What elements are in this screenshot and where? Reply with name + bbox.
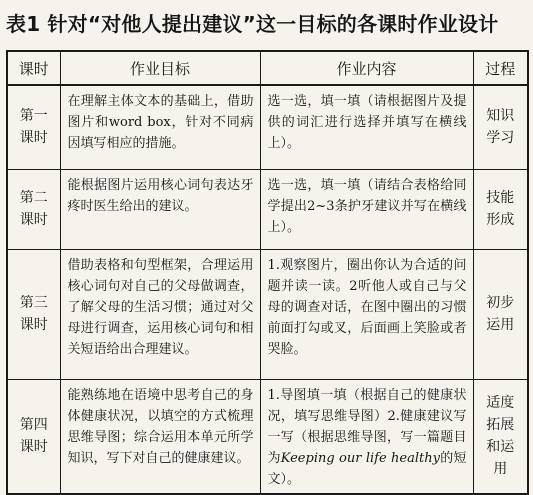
header-process: 过程 bbox=[473, 51, 528, 85]
lesson-cell bbox=[7, 85, 60, 169]
process-line: 和运 bbox=[486, 439, 515, 455]
table-title: 表1 针对“对他人提出建议”这一目标的各课时作业设计 bbox=[6, 12, 499, 36]
table-row bbox=[7, 169, 528, 249]
table-row bbox=[7, 249, 528, 379]
process-cell bbox=[473, 379, 528, 494]
goal-cell: 借助表格和句型框架，合理运用核心词句对自己的父母做调查，了解父母的生活习惯；通过对父母进行调查，运用核心词句和相关短语给出合理建议。 bbox=[60, 249, 260, 379]
header-lesson: 课时 bbox=[7, 51, 60, 85]
process-line: 拓展 bbox=[486, 417, 515, 433]
lesson-line: 课时 bbox=[19, 439, 48, 455]
lesson-line: 第一 bbox=[19, 108, 48, 125]
content-cell: 1.观察图片，圈出你认为合适的问题并读一读。2听他人或自己与父母的调查对话，在图中圈出的习惯前面打勾或叉，后面画上笑脸或者哭脸。 bbox=[260, 249, 473, 379]
goal-cell: 能根据图片运用核心词句表达牙疼时医生给出的建议。 bbox=[60, 169, 260, 249]
lesson-line: 课时 bbox=[19, 317, 48, 333]
table-row bbox=[7, 379, 528, 494]
process-line: 学习 bbox=[486, 130, 515, 147]
process-line: 形成 bbox=[486, 212, 515, 228]
header-content: 作业内容 bbox=[260, 51, 473, 85]
content-cell: 选一选，填一填（请根据图片及提供的词汇进行选择并填写在横线上）。 bbox=[260, 85, 473, 169]
process-line: 运用 bbox=[486, 317, 515, 333]
lesson-line: 第三 bbox=[19, 295, 48, 311]
lesson-line: 第四 bbox=[19, 417, 48, 433]
header-goal: 作业目标 bbox=[60, 51, 260, 85]
process-cell bbox=[473, 249, 528, 379]
process-line: 初步 bbox=[486, 295, 515, 311]
content-cell: 选一选，填一填（请结合表格给同学提出2~3条护牙建议并写在横线上）。 bbox=[260, 169, 473, 249]
process-line: 知识 bbox=[486, 108, 515, 125]
content-text-end: 的短文）。 bbox=[267, 450, 467, 487]
lesson-line: 第二 bbox=[19, 190, 48, 206]
goal-cell: 能熟练地在语境中思考自己的身体健康状况，以填空的方式梳理思维导图；综合运用本单元所学知识，写下对自己的健康建议。 bbox=[60, 379, 260, 494]
lesson-cell bbox=[7, 169, 60, 249]
process-cell bbox=[473, 85, 528, 169]
homework-design-table bbox=[6, 50, 529, 495]
content-cell bbox=[260, 379, 473, 494]
process-line: 适度 bbox=[486, 395, 515, 411]
process-line: 技能 bbox=[486, 190, 515, 206]
header-row bbox=[7, 51, 528, 85]
essay-title: Keeping our life healthy bbox=[280, 450, 440, 466]
table-row bbox=[7, 85, 528, 169]
lesson-cell bbox=[7, 249, 60, 379]
lesson-line: 课时 bbox=[19, 130, 48, 147]
process-cell bbox=[473, 169, 528, 249]
content-text: 1.导图填一填（根据自己的健康状况，填写思维导图）2.健康建议写一写（根据思维导图，写一篇题目为 bbox=[267, 387, 467, 466]
goal-cell: 在理解主体文本的基础上，借助图片和word box，针对不同病因填写相应的措施。 bbox=[60, 85, 260, 169]
process-line: 用 bbox=[493, 461, 508, 477]
lesson-cell bbox=[7, 379, 60, 494]
lesson-line: 课时 bbox=[19, 212, 48, 228]
